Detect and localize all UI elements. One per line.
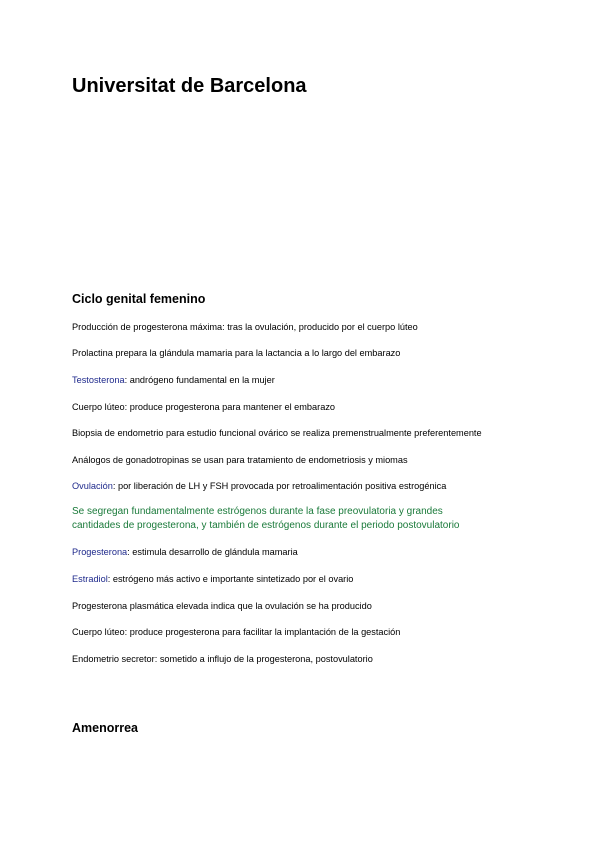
item-text-line1: Se segregan fundamentalmente estrógenos durante la fase preovulatoria y grandes xyxy=(72,506,443,517)
item-text: Biopsia de endometrio para estudio funcional ovárico se realiza premenstrualmente preferentemente xyxy=(72,428,482,438)
item-text: : andrógeno fundamental en la mujer xyxy=(124,375,275,385)
section-heading-amenorrea: Amenorrea xyxy=(72,721,138,735)
item-text: : estimula desarrollo de glándula mamaria xyxy=(127,547,298,557)
list-item xyxy=(72,600,542,613)
item-term: Estradiol xyxy=(72,574,108,584)
item-text-line2: cantidades de progesterona, y también de estrógenos durante el periodo postovulatorio xyxy=(72,520,460,531)
item-term: Ovulación xyxy=(72,481,113,491)
list-item xyxy=(72,374,542,387)
list-item xyxy=(72,454,542,467)
item-text: : por liberación de LH y FSH provocada por retroalimentación positiva estrogénica xyxy=(112,481,447,491)
item-text: : estrógeno más activo e importante sintetizado por el ovario xyxy=(107,574,354,584)
document-title: Universitat de Barcelona xyxy=(72,75,307,97)
item-term: Progesterona xyxy=(72,547,128,557)
list-item xyxy=(72,347,542,360)
item-text: Endometrio secretor: sometido a influjo de la progesterona, postovulatorio xyxy=(72,654,373,664)
item-text: Análogos de gonadotropinas se usan para tratamiento de endometriosis y miomas xyxy=(72,455,408,465)
item-text: Prolactina prepara la glándula mamaria para la lactancia a lo largo del embarazo xyxy=(72,348,401,358)
list-item xyxy=(72,653,542,666)
list-item xyxy=(72,480,542,493)
list-item xyxy=(72,401,542,414)
item-text: Progesterona plasmática elevada indica que la ovulación se ha producido xyxy=(72,601,372,611)
item-text: Cuerpo lúteo: produce progesterona para mantener el embarazo xyxy=(72,402,336,412)
list-item xyxy=(72,546,542,559)
list-item xyxy=(72,505,542,533)
list-item xyxy=(72,321,542,334)
list-item xyxy=(72,427,542,440)
item-term: Testosterona xyxy=(72,375,125,385)
item-text: Cuerpo lúteo: produce progesterona para facilitar la implantación de la gestación xyxy=(72,627,401,637)
list-item xyxy=(72,626,542,639)
list-item xyxy=(72,573,542,586)
section-heading-ciclo: Ciclo genital femenino xyxy=(72,292,206,306)
item-text: Producción de progesterona máxima: tras la ovulación, producido por el cuerpo lúteo xyxy=(72,322,418,332)
